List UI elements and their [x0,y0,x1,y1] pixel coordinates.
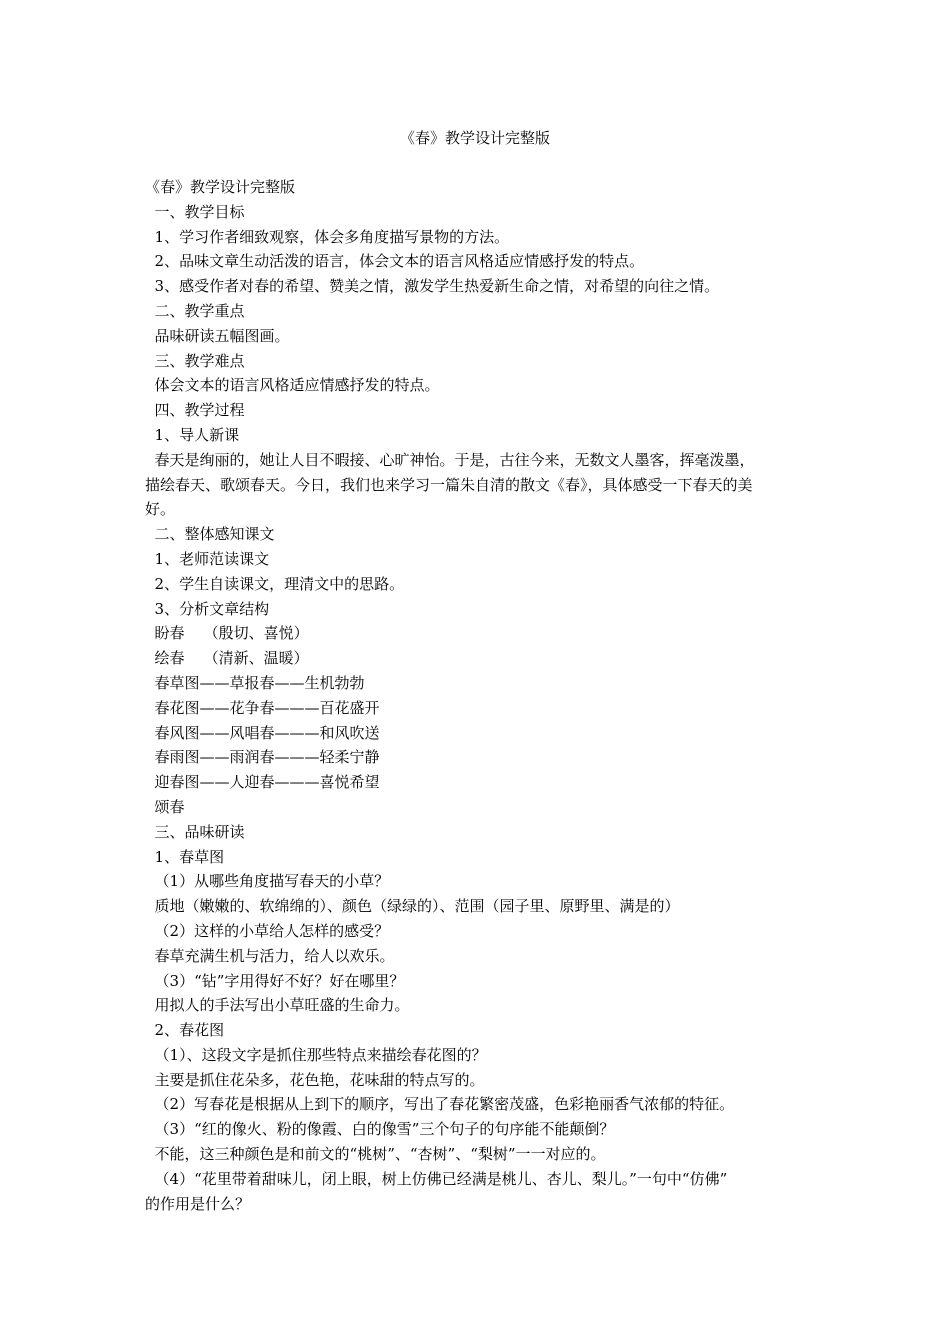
text-line: 颂春 [145,797,185,816]
text-line: 用拟人的手法写出小草旺盛的生命力。 [145,996,410,1015]
text-line: 春天是绚丽的，她让人目不暇接、心旷神怡。于是，古往今来，无数文人墨客，挥毫泼墨， [145,450,755,469]
text-line: 2、春花图 [145,1021,225,1040]
text-line: 四、教学过程 [145,401,245,420]
text-line: （4）“花里带着甜味儿，闭上眼，树上仿佛已经满是桃儿、杏儿、梨儿。”一句中“仿佛” [145,1169,728,1188]
text-line: （1）从哪些角度描写春天的小草？ [145,872,390,891]
text-line: 春草图——草报春——生机勃勃 [145,673,365,692]
text-line: （2）写春花是根据从上到下的顺序，写出了春花繁密茂盛，色彩艳丽香气浓郁的特征。 [145,1095,735,1114]
text-line: 3、分析文章结构 [145,599,270,618]
text-line: 描绘春天、歌颂春天。今日，我们也来学习一篇朱自清的散文《春》，具体感受一下春天的美 [145,475,753,494]
text-line: 不能，这三种颜色是和前文的“桃树”、“杏树”、“梨树”一一对应的。 [145,1145,606,1164]
text-line: 春雨图——雨润春———轻柔宁静 [145,748,380,767]
text-line: 2、品味文章生动活泼的语言，体会文本的语言风格适应情感抒发的特点。 [145,252,645,271]
document-body [145,175,805,1216]
text-line: 春风图——风唱春———和风吹送 [145,723,380,742]
document-title: 《春》教学设计完整版 [399,129,550,147]
text-line: （2）这样的小草给人怎样的感受？ [145,921,390,940]
text-line: 好。 [145,500,176,519]
text-line: 《春》教学设计完整版 [145,178,296,196]
text-line: （1）、这段文字是抓住那些特点来描绘春花图的？ [145,1045,487,1064]
text-line: 1、学习作者细致观察，体会多角度描写景物的方法。 [145,227,510,246]
text-line: 1、导人新课 [145,425,240,444]
text-line: 主要是抓住花朵多，花色艳，花味甜的特点写的。 [145,1070,485,1089]
text-line: 质地（嫩嫩的、软绵绵的）、颜色（绿绿的）、范围（园子里、原野里、满是的） [145,897,680,916]
text-line: 盼春 （殷切、喜悦） [145,624,309,643]
text-line: 绘春 （清新、温暖） [145,649,309,668]
text-line: 体会文本的语言风格适应情感抒发的特点。 [145,376,440,395]
text-line: 3、感受作者对春的希望、赞美之情，激发学生热爱新生命之情，对希望的向往之情。 [145,277,720,296]
text-line: 1、老师范读课文 [145,549,270,568]
text-line: 春花图——花争春———百花盛开 [145,698,380,717]
text-line: 品味研读五幅图画。 [145,326,290,345]
text-line: 2、学生自读课文，理清文中的思路。 [145,574,405,593]
text-line: （3）“红的像火、粉的像霞、白的像雪”三个句子的句序能不能颠倒？ [145,1120,615,1139]
text-line: 的作用是什么？ [145,1194,251,1213]
text-line: 迎春图——人迎春———喜悦希望 [145,773,380,792]
text-line: （3）“钻”字用得好不好？好在哪里？ [145,971,405,990]
text-line: 1、春草图 [145,847,225,866]
text-line: 二、整体感知课文 [145,525,275,544]
text-line: 三、品味研读 [145,822,245,841]
text-line: 一、教学目标 [145,202,245,221]
text-line: 二、教学重点 [145,301,245,320]
text-line: 春草充满生机与活力，给人以欢乐。 [145,946,395,965]
text-line: 三、教学难点 [145,351,245,370]
